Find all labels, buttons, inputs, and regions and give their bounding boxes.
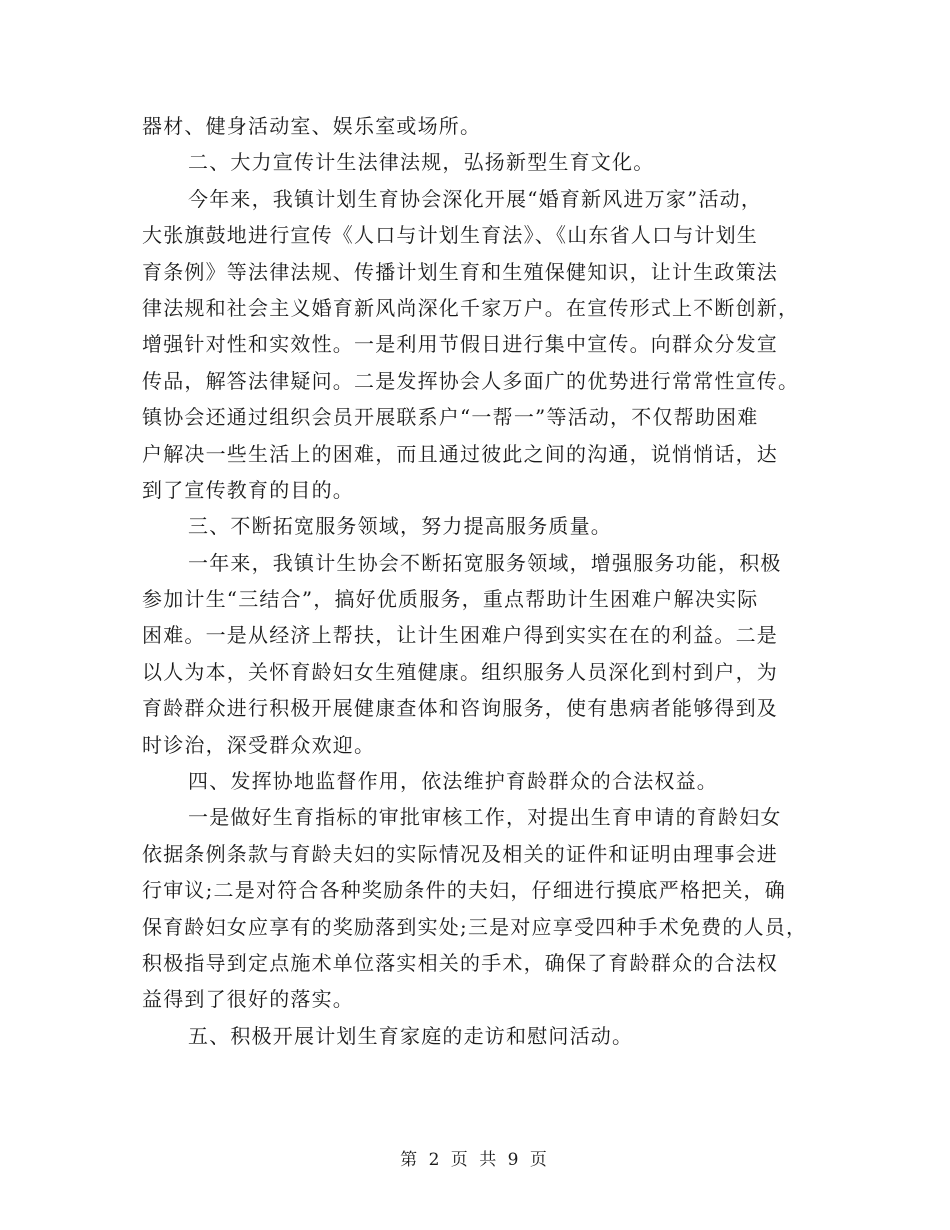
text-line: 到了宣传教育的目的。 [142, 477, 354, 502]
text-line: 益得到了很好的落实。 [142, 987, 354, 1012]
section-heading: 五、积极开展计划生育家庭的走访和慰问活动。 [188, 1023, 634, 1048]
section-heading: 二、大力宣传计生法律法规，弘扬新型生育文化。 [188, 150, 655, 175]
text-line: 育龄群众进行积极开展健康查体和咨询服务，使有患病者能够得到及 [142, 696, 778, 721]
text-line: 依据条例条款与育龄夫妇的实际情况及相关的证件和证明由理事会进 [142, 841, 778, 866]
text-line: 增强针对性和实效性。一是利用节假日进行集中宣传。向群众分发宣 [142, 332, 778, 357]
text-line: 以人为本，关怀育龄妇女生殖健康。组织服务人员深化到村到户，为 [142, 659, 778, 684]
text-line: 时诊治，深受群众欢迎。 [142, 732, 376, 757]
document-body [142, 108, 822, 1054]
text-line: 今年来，我镇计划生育协会深化开展“婚育新风进万家”活动， [188, 186, 763, 211]
text-line: 户解决一些生活上的困难，而且通过彼此之间的沟通，说悄悄话，达 [142, 441, 778, 466]
text-line: 困难。一是从经济上帮扶，让计生困难户得到实实在在的利益。二是 [142, 623, 778, 648]
text-line: 育条例》等法律法规、传播计划生育和生殖保健知识，让计生政策法 [142, 259, 778, 284]
text-line: 传品，解答法律疑问。二是发挥协会人多面广的优势进行常常性宣传。 [142, 368, 800, 393]
text-line: 一是做好生育指标的审批审核工作，对提出生育申请的育龄妇女 [188, 805, 782, 830]
text-line: 镇协会还通过组织会员开展联系户“一帮一”等活动，不仅帮助困难 [142, 405, 759, 430]
text-line: 参加计生“三结合”，搞好优质服务，重点帮助计生困难户解决实际 [142, 587, 759, 612]
text-line: 积极指导到定点施术单位落实相关的手术，确保了育龄群众的合法权 [142, 950, 778, 975]
section-heading: 三、不断拓宽服务领域，努力提高服务质量。 [188, 514, 612, 539]
text-line: 大张旗鼓地进行宣传《人口与计划生育法》、《山东省人口与计划生 [142, 223, 758, 248]
text-line: 一年来，我镇计生协会不断拓宽服务领域，增强服务功能，积极 [188, 550, 782, 575]
text-line: 行审议;二是对符合各种奖励条件的夫妇，仔细进行摸底严格把关，确 [142, 878, 786, 903]
page-number-footer: 第 2 页 共 9 页 [400, 1150, 550, 1170]
text-line: 器材、健身活动室、娱乐室或场所。 [142, 114, 482, 138]
section-heading: 四、发挥协地监督作用，依法维护育龄群众的合法权益。 [188, 769, 718, 794]
text-line: 保育龄妇女应享有的奖励落到实处;三是对应享受四种手术免费的人员， [142, 914, 808, 939]
text-line: 律法规和社会主义婚育新风尚深化千家万户。在宣传形式上不断创新， [142, 295, 800, 320]
